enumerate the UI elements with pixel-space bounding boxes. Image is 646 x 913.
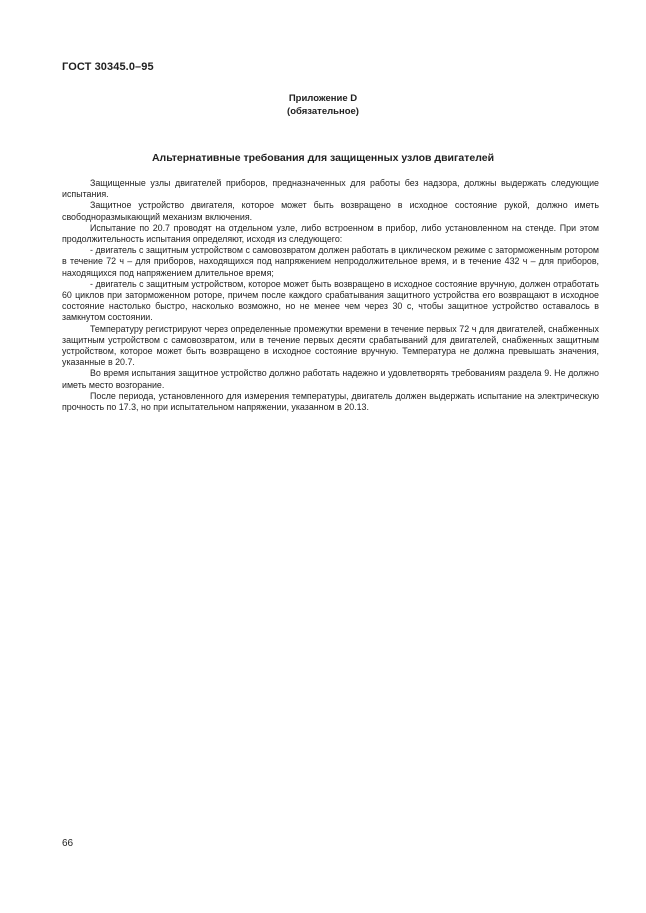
annex-status: (обязательное): [287, 106, 359, 117]
paragraph: Испытание по 20.7 проводят на отдельном узле, либо встроенном в прибор, либо установленном на стенде. При этом продолжительность испытания определяют, исходя из следующего:: [62, 222, 599, 245]
annex-title: Приложение D: [288, 93, 358, 104]
document-header: ГОСТ 30345.0–95: [62, 61, 154, 73]
page-number: 66: [62, 838, 74, 849]
paragraph: Во время испытания защитное устройство должно работать надежно и удовлетворять требованиям раздела 9. Не должно иметь место возгорание.: [62, 368, 599, 390]
body-text: [62, 178, 599, 413]
paragraph: После периода, установленного для измерения температуры, двигатель должен выдержать испытание на электрическую прочность по 17.3, но при испытательном напряжении, указанном в 20.13.: [62, 390, 599, 413]
paragraph: Защитное устройство двигателя, которое может быть возвращено в исходное состояние рукой, должно иметь свободноразмыкающий механизм включения.: [62, 200, 599, 222]
section-title: Альтернативные требования для защищенных узлов двигателей: [151, 152, 495, 164]
paragraph: Температуру регистрируют через определенные промежутки времени в течение первых 72 ч для двигателей, снабженных защитным устройством с самовозвратом, или в течение первых десяти срабатываний для двигателей, снабженных защитным устройством, которое может быть возвращено в исходное состояние вручную. Температура не должна превышать значения, указанные в 20.7.: [62, 323, 599, 368]
paragraph: - двигатель с защитным устройством, которое может быть возвращено в исходное состояние вручную, должен отработать 60 циклов при заторможенном роторе, причем после каждого срабатывания защитного устройства его возвращают в исходное состояние настолько быстро, насколько возможно, но не менее чем через 30 с, чтобы защитное устройство оставалось в замкнутом состоянии.: [62, 278, 599, 323]
paragraph: Защищенные узлы двигателей приборов, предназначенных для работы без надзора, должны выдержать следующие испытания.: [62, 178, 599, 200]
annex-heading: [0, 92, 646, 118]
paragraph: - двигатель с защитным устройством с самовозвратом должен работать в циклическом режиме с заторможенным ротором в течение 72 ч – для приборов, находящихся под напряжением непродолжительное время, и в течение 432 ч – для приборов, находящихся под напряжением длительное время;: [62, 245, 599, 278]
